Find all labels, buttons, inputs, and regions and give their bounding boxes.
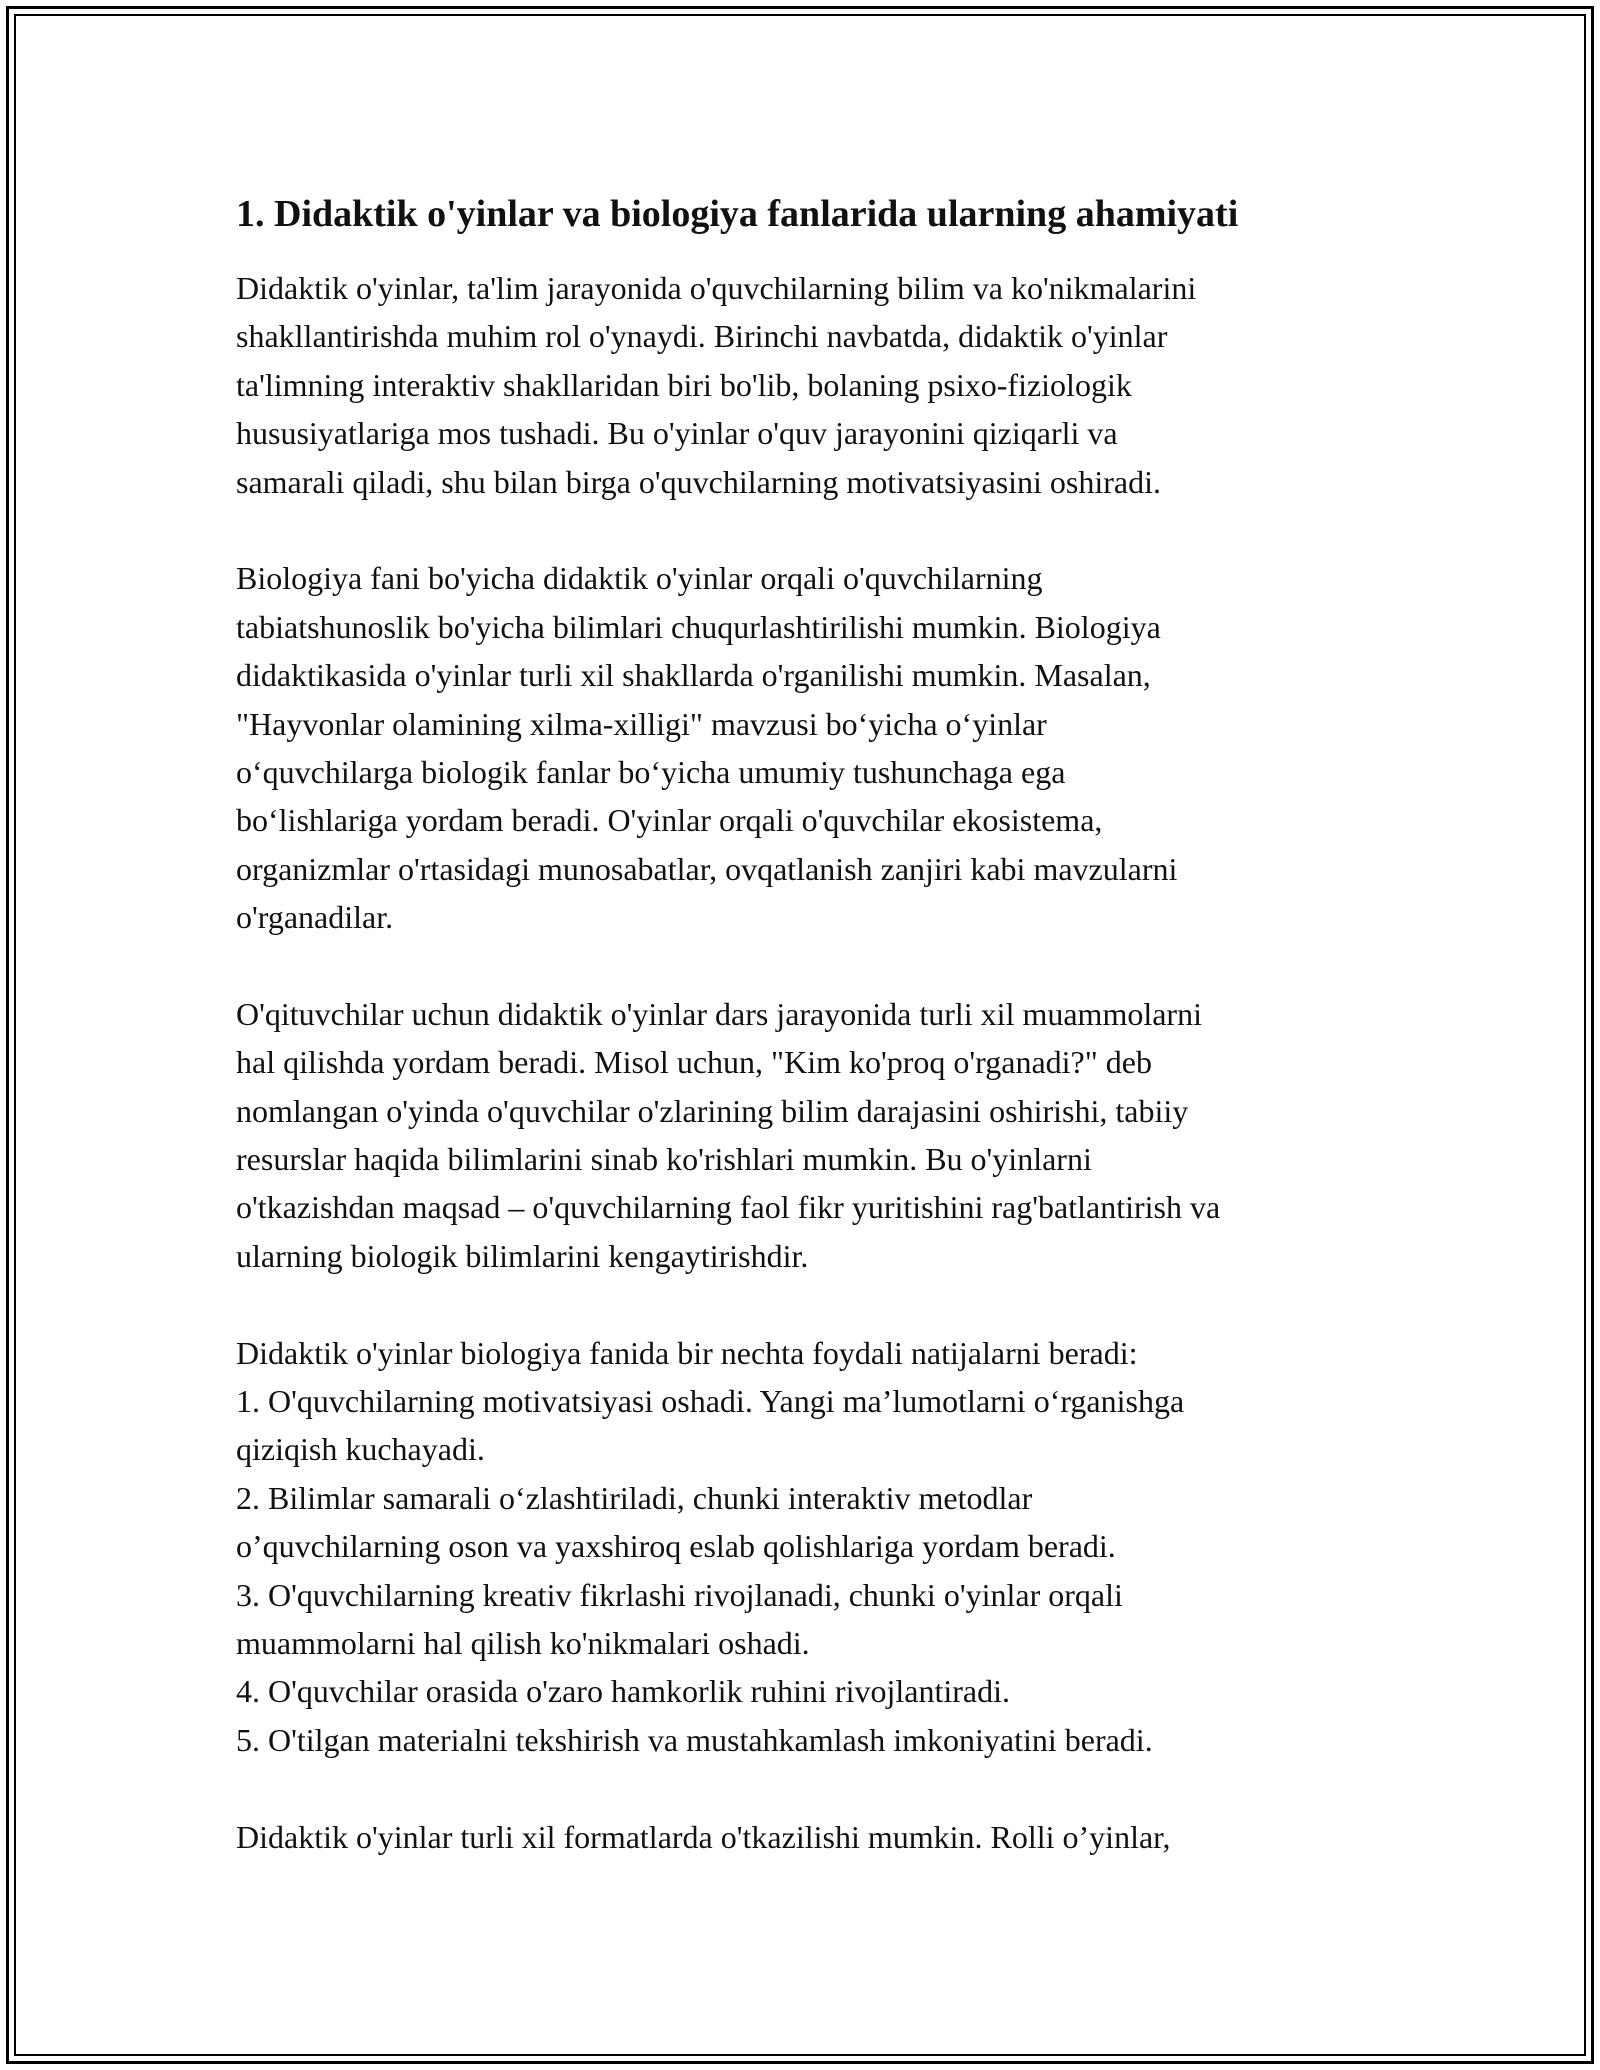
paragraph-intro <box>236 264 1386 506</box>
list-item: 1. O'quvchilarning motivatsiyasi oshadi. Yangi ma’lumotlarni o‘rganishga <box>236 1382 1185 1419</box>
paragraph-teachers <box>236 990 1386 1280</box>
text-line: hal qilishda yordam beradi. Misol uchun, "Kim ko'proq o'rganadi?" deb <box>236 1044 1152 1081</box>
text-line: Biologiya fani bo'yicha didaktik o'yinlar orqali o'quvchilarning <box>236 560 1043 597</box>
text-line: didaktikasida o'yinlar turli xil shakllarda o'rganilishi mumkin. Masalan, <box>236 657 1151 694</box>
list-item: 4. O'quvchilar orasida o'zaro hamkorlik ruhini rivojlantiradi. <box>236 1673 1010 1710</box>
text-line: organizmlar o'rtasidagi munosabatlar, ovqatlanish zanjiri kabi mavzularni <box>236 850 1178 887</box>
document-content <box>236 186 1386 1861</box>
text-line: O'qituvchilar uchun didaktik o'yinlar dars jarayonida turli xil muammolarni <box>236 995 1202 1032</box>
list-item: o’quvchilarning oson va yaxshiroq eslab qolishlariga yordam beradi. <box>236 1528 1116 1565</box>
text-line: Didaktik o'yinlar biologiya fanida bir nechta foydali natijalarni beradi: <box>236 1334 1138 1371</box>
text-line: shakllantirishda muhim rol o'ynaydi. Birinchi navbatda, didaktik o'yinlar <box>236 318 1168 355</box>
text-line: ularning biologik bilimlarini kengaytirishdir. <box>236 1237 809 1274</box>
list-item: 2. Bilimlar samarali o‘zlashtiriladi, chunki interaktiv metodlar <box>236 1479 1033 1516</box>
text-line: o'tkazishdan maqsad – o'quvchilarning faol fikr yuritishini rag'batlantirish va <box>236 1189 1221 1226</box>
paragraph-biology <box>236 554 1386 941</box>
text-line: ta'limning interaktiv shakllaridan biri bo'lib, bolaning psixo-fiziologik <box>236 366 1132 403</box>
text-line: samarali qiladi, shu bilan birga o'quvchilarning motivatsiyasini oshiradi. <box>236 463 1162 500</box>
text-line: o‘quvchilarga biologik fanlar bo‘yicha umumiy tushunchaga ega <box>236 753 1066 790</box>
text-line: hususiyatlariga mos tushadi. Bu o'yinlar o'quv jarayonini qiziqarli va <box>236 415 1118 452</box>
paragraph-gap <box>236 506 1386 554</box>
paragraph-gap <box>236 941 1386 989</box>
paragraph-gap <box>236 1764 1386 1812</box>
paragraph-results-list <box>236 1329 1386 1765</box>
text-line: Didaktik o'yinlar turli xil formatlarda o'tkazilishi mumkin. Rolli o’yinlar, <box>236 1818 1171 1855</box>
list-item: qiziqish kuchayadi. <box>236 1431 485 1468</box>
list-item: 5. O'tilgan materialni tekshirish va mustahkamlash imkoniyatini beradi. <box>236 1721 1153 1758</box>
text-line: resurslar haqida bilimlarini sinab ko'rishlari mumkin. Bu o'yinlarni <box>236 1141 1092 1178</box>
text-line: o'rganadilar. <box>236 899 394 936</box>
paragraph-gap <box>236 1280 1386 1328</box>
section-heading: 1. Didaktik o'yinlar va biologiya fanlarida ularning ahamiyati <box>236 193 1239 235</box>
list-item: muammolarni hal qilish ko'nikmalari oshadi. <box>236 1624 810 1661</box>
text-line: bo‘lishlariga yordam beradi. O'yinlar orqali o'quvchilar ekosistema, <box>236 802 1103 839</box>
paragraph-formats <box>236 1813 1386 1861</box>
text-line: Didaktik o'yinlar, ta'lim jarayonida o'quvchilarning bilim va ko'nikmalarini <box>236 270 1197 306</box>
list-item: 3. O'quvchilarning kreativ fikrlashi rivojlanadi, chunki o'yinlar orqali <box>236 1576 1123 1613</box>
text-line: nomlangan o'yinda o'quvchilar o'zlarining bilim darajasini oshirishi, tabiiy <box>236 1092 1189 1129</box>
text-line: tabiatshunoslik bo'yicha bilimlari chuqurlashtirilishi mumkin. Biologiya <box>236 608 1161 645</box>
text-line: "Hayvonlar olamining xilma-xilligi" mavzusi bo‘yicha o‘yinlar <box>236 705 1047 742</box>
